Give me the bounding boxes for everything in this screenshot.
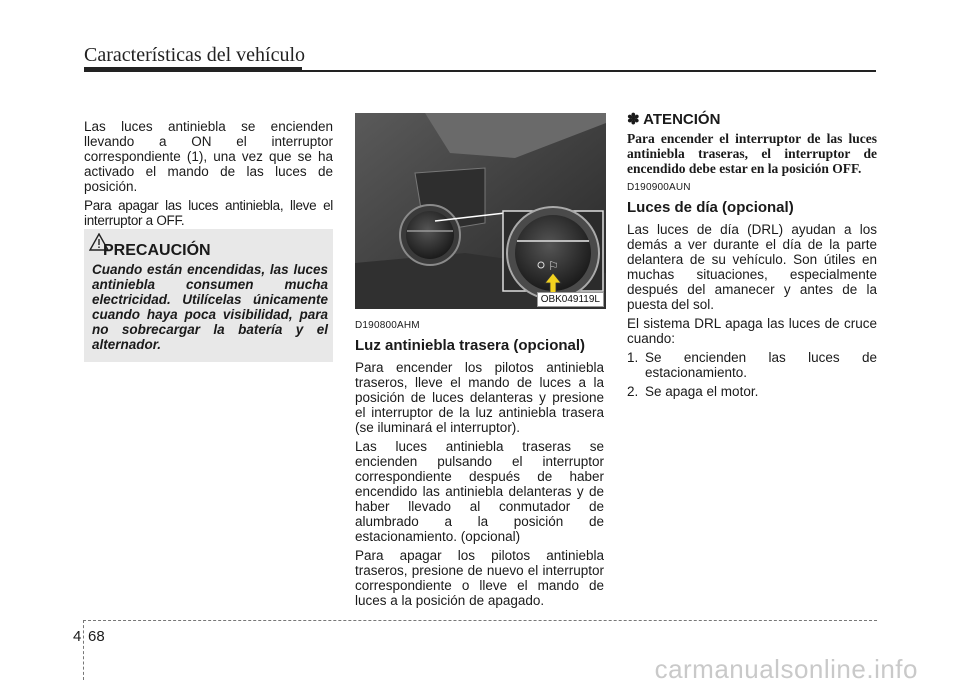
paragraph: Para apagar las luces antiniebla, lleve el interruptor a OFF. — [84, 198, 333, 228]
watermark: carmanualsonline.info — [654, 654, 918, 684]
header-rule-thick — [84, 67, 302, 72]
chapter-number: 4 — [73, 628, 82, 645]
header-rule-thin — [302, 70, 876, 72]
page-number: 68 — [88, 628, 105, 645]
section-title: Luces de día (opcional) — [627, 199, 794, 216]
list-number: 2. — [627, 384, 639, 399]
list-text: Se apaga el motor. — [645, 384, 759, 399]
section-code: D190800AHM — [355, 320, 420, 331]
list-text: Se encienden las luces de estacionamiento. — [645, 350, 877, 380]
photo-caption: OBK049119L — [537, 292, 604, 307]
footer-rule — [83, 620, 877, 622]
list-number: 1. — [627, 350, 639, 365]
paragraph: Para encender los pilotos antiniebla traseros, lleve el mando de luces a la posición de luces delanteras y presione el interruptor de la luz antiniebla trasera (se iluminará el interruptor). — [355, 360, 604, 435]
paragraph: Las luces de día (DRL) ayudan a los demás a ver durante el día de la parte delantera de su vehículo. Son útiles en muchas situaciones, especialmente después del amanecer y antes de la puesta del sol. — [627, 222, 877, 312]
list-item — [627, 384, 877, 399]
dashboard-image — [355, 113, 606, 309]
list-item — [627, 350, 877, 380]
paragraph: El sistema DRL apaga las luces de cruce cuando: — [627, 316, 877, 346]
svg-text:⚐: ⚐ — [548, 259, 559, 273]
caution-text: Cuando están encendidas, las luces antiniebla consumen mucha electricidad. Utilícelas únicamente cuando haya poca visibilidad, para no sobrecargar la batería y el alternador. — [92, 262, 328, 352]
column-left — [84, 119, 333, 232]
column-right — [627, 112, 877, 403]
column-middle — [355, 318, 604, 612]
paragraph: Para apagar los pilotos antiniebla traseros, presione de nuevo el interruptor correspondiente o lleve el mando de luces a la posición de apagado. — [355, 548, 604, 608]
fog-light-switch-photo — [355, 113, 606, 309]
paragraph: Las luces antiniebla traseras se encienden pulsando el interruptor correspondiente después de haber encendido las antiniebla delanteras y de haber llevado al conmutador de alumbrado a la posición de estacionamiento. (opcional) — [355, 439, 604, 544]
header-title: Características del vehículo — [84, 44, 306, 66]
section-title: Luz antiniebla trasera (opcional) — [355, 337, 586, 354]
attention-text: Para encender el interruptor de las luces antiniebla traseras, el interruptor de encendido debe estar en la posición OFF. — [627, 131, 877, 176]
footer-divider — [83, 620, 85, 680]
section-code: D190900AUN — [627, 182, 691, 193]
caution-title: PRECAUCIÓN — [103, 242, 211, 259]
paragraph: Las luces antiniebla se encienden llevando a ON el interruptor correspondiente (1), una vez que se ha activado el mando de las luces de posición. — [84, 119, 333, 194]
attention-title: ✽ ATENCIÓN — [627, 111, 721, 128]
